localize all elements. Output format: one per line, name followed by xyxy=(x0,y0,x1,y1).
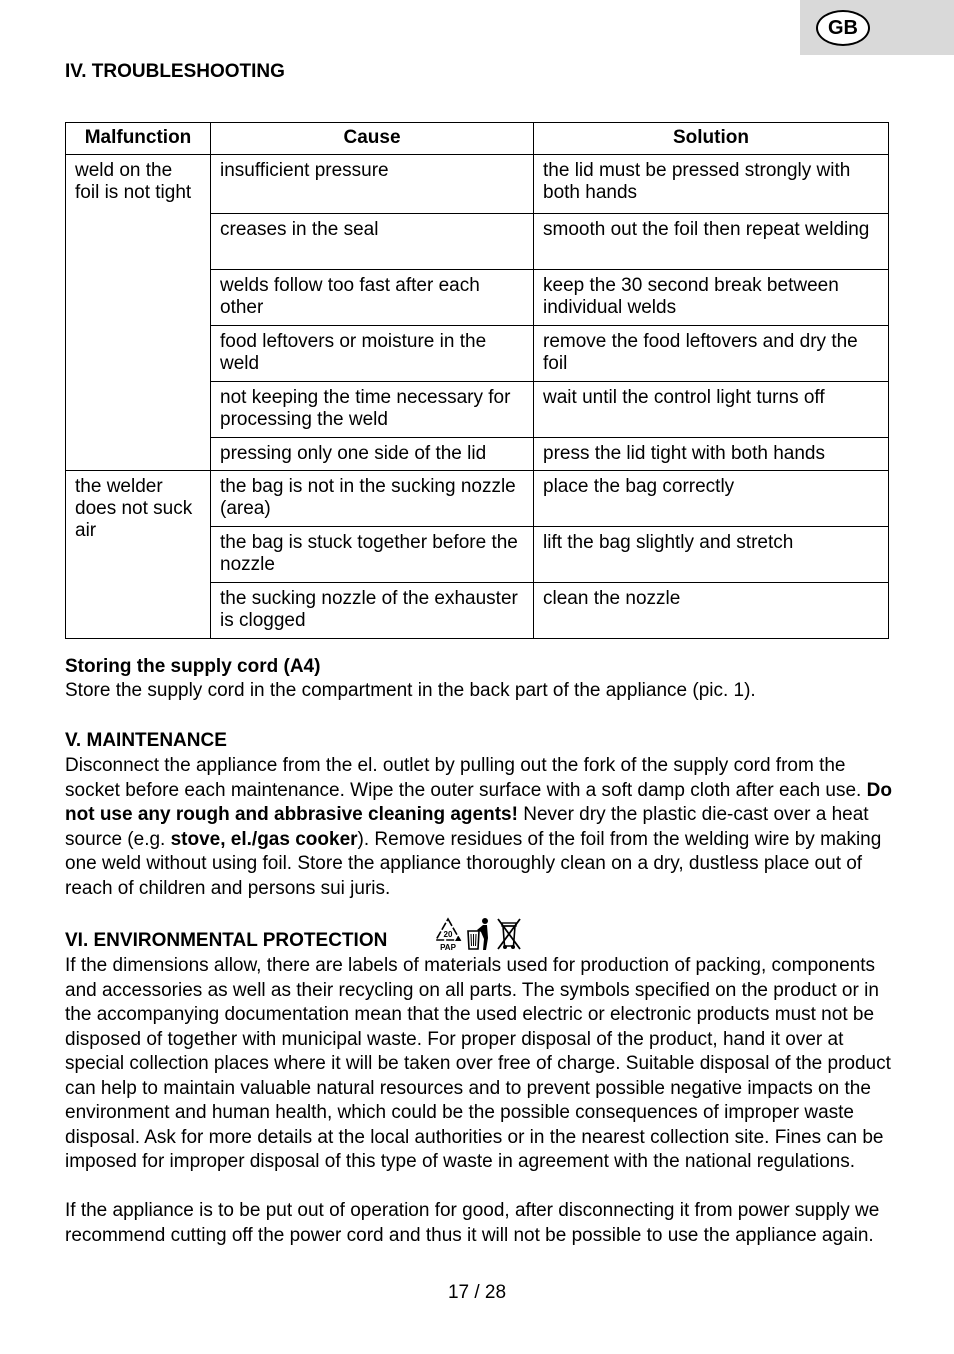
storing-text: Store the supply cord in the compartment in the back part of the appliance (pic. 1). xyxy=(65,680,756,701)
header-solution: Solution xyxy=(534,123,889,155)
environment-title: VI. ENVIRONMENTAL PROTECTION xyxy=(65,930,388,951)
table-row xyxy=(66,155,889,214)
malfunction-cell: weld on the foil is not tight xyxy=(66,155,211,471)
page-number: 17 / 28 xyxy=(447,1282,507,1303)
language-badge: GB xyxy=(816,10,870,46)
solution-cell: place the bag correctly xyxy=(534,471,889,527)
cause-cell: the bag is not in the sucking nozzle (area) xyxy=(211,471,534,527)
solution-cell: wait until the control light turns off xyxy=(534,382,889,438)
header-malfunction: Malfunction xyxy=(66,123,211,155)
recycle-20-pap-icon xyxy=(433,916,463,952)
environment-icons xyxy=(433,916,523,952)
crossed-bin-icon xyxy=(495,916,523,952)
svg-text:PAP: PAP xyxy=(440,943,456,952)
solution-cell: smooth out the foil then repeat welding xyxy=(534,214,889,270)
tidyman-icon xyxy=(465,916,493,952)
storing-title: Storing the supply cord (A4) xyxy=(65,656,321,677)
solution-cell: remove the food leftovers and dry the foil xyxy=(534,326,889,382)
language-tab xyxy=(800,0,954,55)
cause-cell: food leftovers or moisture in the weld xyxy=(211,326,534,382)
cause-cell: not keeping the time necessary for processing the weld xyxy=(211,382,534,438)
cause-cell: the bag is stuck together before the nozzle xyxy=(211,527,534,583)
disposal-text: If the appliance is to be put out of operation for good, after disconnecting it from power supply we recommend cutting off the power cord and thus it will not be possible to use the appliance again. xyxy=(65,1200,880,1246)
maintenance-text: Disconnect the appliance from the el. outlet by pulling out the fork of the supply cord from the socket before each maintenance. Wipe the outer surface with a soft damp cloth after each use. Do not use any rough and abbrasive cleaning agents! Never dry the plastic die-cast over a heat source (e.g. stove, el./gas cooker). Remove residues of the foil from the welding wire by making one weld without using foil. Store the appliance thoroughly clean on a dry, dustless place out of reach of children and persons sui juris. xyxy=(65,755,892,899)
malfunction-cell: the welder does not suck air xyxy=(66,471,211,639)
environment-text: If the dimensions allow, there are labels of materials used for production of packing, components and accessories as well as their recycling on all parts. The symbols specified on the product or in the accompanying documentation mean that the used electric or electronic products must not be disposed of together with municipal waste. For proper disposal of the product, hand it over at special collection places where it will be taken over free of charge. Suitable disposal of the product can help to maintain valuable natural resources and to prevent possible negative impacts on the environment and human health, which could be the possible consequences of improper waste disposal. Ask for more details at the local authorities or in the nearest collection site. Fines can be imposed for improper disposal of this type of waste in agreement with the national regulations. xyxy=(65,955,891,1172)
table-header-row xyxy=(66,123,889,155)
cause-cell: insufficient pressure xyxy=(211,155,534,214)
cause-cell: creases in the seal xyxy=(211,214,534,270)
header-cause: Cause xyxy=(211,123,534,155)
cause-cell: pressing only one side of the lid xyxy=(211,438,534,471)
cause-cell: welds follow too fast after each other xyxy=(211,270,534,326)
troubleshooting-title: IV. TROUBLESHOOTING xyxy=(65,61,285,82)
cause-cell: the sucking nozzle of the exhauster is clogged xyxy=(211,583,534,639)
solution-cell: the lid must be pressed strongly with both hands xyxy=(534,155,889,214)
svg-text:20: 20 xyxy=(443,930,453,939)
maintenance-title: V. MAINTENANCE xyxy=(65,730,227,751)
maintenance-warning: Do not use any rough and abbrasive cleaning agents! xyxy=(65,779,892,825)
solution-cell: clean the nozzle xyxy=(534,583,889,639)
solution-cell: lift the bag slightly and stretch xyxy=(534,527,889,583)
heat-source-examples: stove, el./gas cooker xyxy=(170,828,358,850)
table-row xyxy=(66,471,889,527)
troubleshooting-table xyxy=(65,122,889,639)
solution-cell: press the lid tight with both hands xyxy=(534,438,889,471)
solution-cell: keep the 30 second break between individual welds xyxy=(534,270,889,326)
